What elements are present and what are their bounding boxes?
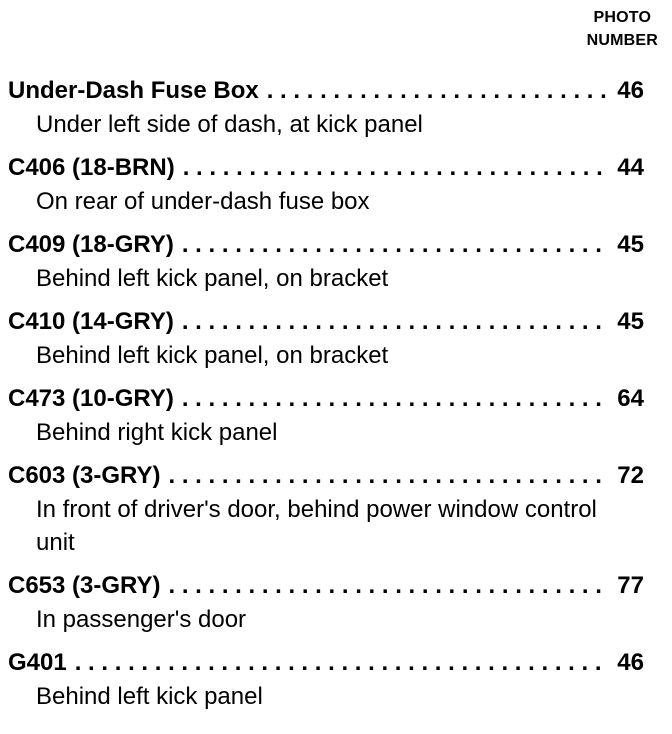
photo-number: 77 bbox=[617, 572, 644, 599]
component-name: C473 (10-GRY) bbox=[8, 385, 174, 412]
list-item bbox=[8, 151, 644, 218]
photo-number: 44 bbox=[617, 154, 644, 181]
component-location: On rear of under-dash fuse box bbox=[36, 188, 370, 215]
entry-title-row bbox=[8, 459, 644, 493]
dot-leader bbox=[183, 151, 606, 185]
photo-number: 46 bbox=[617, 649, 644, 676]
photo-number: 64 bbox=[617, 385, 644, 412]
component-location-list bbox=[8, 74, 644, 723]
list-item bbox=[8, 228, 644, 295]
list-item bbox=[8, 569, 644, 636]
component-name: C410 (14-GRY) bbox=[8, 308, 174, 335]
photo-number: 45 bbox=[617, 231, 644, 258]
dot-leader bbox=[168, 459, 606, 493]
dot-leader bbox=[182, 305, 606, 339]
entry-title-row bbox=[8, 382, 644, 416]
photo-number: 72 bbox=[617, 462, 644, 489]
dot-leader bbox=[182, 228, 606, 262]
component-location: Behind left kick panel bbox=[36, 683, 263, 710]
entry-title-row bbox=[8, 151, 644, 185]
component-name: C603 (3-GRY) bbox=[8, 462, 161, 489]
entry-title-row bbox=[8, 305, 644, 339]
photo-number: 46 bbox=[617, 77, 644, 104]
entry-title-row bbox=[8, 228, 644, 262]
entry-title-row bbox=[8, 646, 644, 680]
component-name: C653 (3-GRY) bbox=[8, 572, 161, 599]
header-line-photo: PHOTO bbox=[593, 9, 652, 26]
component-location: Under left side of dash, at kick panel bbox=[36, 111, 423, 138]
entry-title-row bbox=[8, 74, 644, 108]
list-item bbox=[8, 305, 644, 372]
list-item bbox=[8, 459, 644, 559]
entry-title-row bbox=[8, 569, 644, 603]
component-name: C409 (18-GRY) bbox=[8, 231, 174, 258]
dot-leader bbox=[168, 569, 606, 603]
header-line-number: NUMBER bbox=[586, 32, 658, 49]
list-item bbox=[8, 646, 644, 713]
dot-leader bbox=[182, 382, 606, 416]
dot-leader bbox=[267, 74, 606, 108]
component-name: Under-Dash Fuse Box bbox=[8, 77, 259, 104]
component-location: Behind left kick panel, on bracket bbox=[36, 342, 389, 369]
component-location: Behind left kick panel, on bracket bbox=[36, 265, 389, 292]
dot-leader bbox=[75, 646, 606, 680]
photo-number-column-header bbox=[587, 6, 658, 52]
list-item bbox=[8, 382, 644, 449]
component-name: C406 (18-BRN) bbox=[8, 154, 175, 181]
component-name: G401 bbox=[8, 649, 67, 676]
component-location: Behind right kick panel bbox=[36, 419, 278, 446]
photo-number: 45 bbox=[617, 308, 644, 335]
component-location: In front of driver's door, behind power window control unit bbox=[36, 496, 597, 556]
component-location: In passenger's door bbox=[36, 606, 247, 633]
list-item bbox=[8, 74, 644, 141]
